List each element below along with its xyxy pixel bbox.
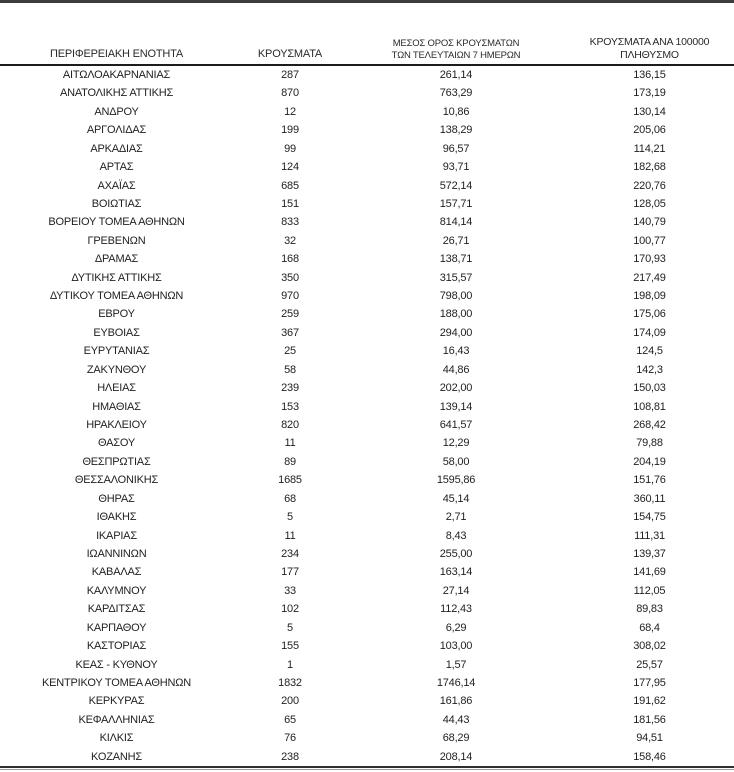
- avg-7-days-value: 161,86: [439, 695, 473, 708]
- cases-per-100k-value: 68,4: [639, 621, 660, 634]
- cases-per-100k-value: 79,88: [636, 437, 663, 450]
- avg-7-days-value: 58,00: [442, 455, 470, 468]
- cases-value: 5: [287, 511, 293, 524]
- avg-7-days-value: 1595,86: [436, 474, 476, 487]
- region-name: ΑΡΚΑΔΙΑΣ: [90, 142, 143, 155]
- cases-per-100k-value: 177,95: [633, 676, 666, 689]
- cases-value: 155: [281, 640, 299, 653]
- cases-value: 367: [281, 326, 299, 339]
- avg-7-days-value: 68,29: [442, 732, 470, 745]
- avg-7-days-value: 96,57: [442, 142, 470, 155]
- cases-value: 76: [284, 732, 296, 745]
- cases-per-100k-value: 175,06: [633, 308, 666, 321]
- table-row: [0, 600, 734, 618]
- cases-value: 1: [287, 658, 293, 671]
- cases-per-100k-value: 112,05: [633, 584, 666, 597]
- avg-7-days-value: 8,43: [445, 529, 467, 542]
- cases-per-100k-value: 142,3: [636, 363, 663, 376]
- table-row: [0, 453, 734, 471]
- cases-per-100k-value: 124,5: [636, 345, 663, 358]
- avg-7-days-value: 1,57: [445, 658, 467, 671]
- region-name: ΕΥΡΥΤΑΝΙΑΣ: [83, 345, 150, 358]
- table-row: [0, 232, 734, 250]
- region-name: ΕΥΒΟΙΑΣ: [93, 326, 140, 339]
- table-row: [0, 65, 734, 84]
- cases-value: 25: [284, 345, 296, 358]
- cases-per-100k-value: 154,75: [633, 511, 666, 524]
- cases-per-100k-value: 130,14: [633, 105, 666, 118]
- table-row: [0, 398, 734, 416]
- region-name: ΚΟΖΑΝΗΣ: [91, 750, 142, 763]
- cases-per-100k-value: 25,57: [636, 658, 663, 671]
- table-row: [0, 361, 734, 379]
- cases-value: 32: [284, 234, 296, 247]
- region-name: ΘΑΣΟΥ: [97, 437, 136, 450]
- cases-value: 11: [284, 437, 296, 450]
- avg-7-days-value: 157,71: [439, 197, 473, 210]
- region-name: ΑΝΑΤΟΛΙΚΗΣ ΑΤΤΙΚΗΣ: [59, 87, 174, 100]
- table-row: [0, 324, 734, 342]
- region-name: ΒΟΡΕΙΟΥ ΤΟΜΕΑ ΑΘΗΝΩΝ: [48, 216, 185, 229]
- table-row: [0, 748, 734, 766]
- cases-value: 1832: [278, 676, 302, 689]
- region-name: ΚΑΒΑΛΑΣ: [91, 566, 142, 579]
- avg-7-days-value: 139,14: [439, 400, 473, 413]
- cases-value: 168: [281, 253, 299, 266]
- cases-value: 89: [284, 455, 296, 468]
- table-row: [0, 490, 734, 508]
- avg-7-days-value: 208,14: [439, 750, 473, 763]
- header-avg-7-days: [347, 3, 565, 65]
- avg-7-days-value: 45,14: [442, 492, 470, 505]
- table-row: [0, 711, 734, 729]
- cases-value: 12: [284, 105, 296, 118]
- cases-value: 33: [284, 584, 296, 597]
- avg-7-days-value: 641,57: [439, 419, 473, 432]
- cases-per-100k-value: 140,79: [633, 216, 666, 229]
- table-row: [0, 471, 734, 489]
- region-name: ΕΒΡΟΥ: [98, 308, 135, 321]
- cases-value: 153: [281, 400, 299, 413]
- header-regional-unit-label: ΠΕΡΙΦΕΡΕΙΑΚΗ ΕΝΟΤΗΤΑ: [50, 48, 183, 60]
- region-name: ΖΑΚΥΝΘΟΥ: [86, 363, 147, 376]
- avg-7-days-value: 12,29: [442, 437, 470, 450]
- cases-per-100k-value: 111,31: [634, 529, 665, 542]
- table-row: [0, 637, 734, 655]
- avg-7-days-value: 763,29: [439, 87, 473, 100]
- table-row: [0, 656, 734, 674]
- bottom-rule-shadow: [0, 769, 734, 770]
- table-row: [0, 692, 734, 710]
- region-name: ΑΧΑΪΑΣ: [97, 179, 136, 192]
- header-cases-per-100k: [565, 3, 734, 65]
- cases-value: 5: [287, 621, 293, 634]
- table-row: [0, 269, 734, 287]
- region-name: ΚΕΑΣ - ΚΥΘΝΟΥ: [75, 658, 158, 671]
- table-row: [0, 563, 734, 581]
- region-name: ΙΚΑΡΙΑΣ: [96, 529, 137, 542]
- avg-7-days-value: 138,29: [439, 124, 473, 137]
- cases-per-100k-value: 150,03: [633, 382, 666, 395]
- table-row: [0, 84, 734, 102]
- header-cases-per-100k-line1: ΚΡΟΥΣΜΑΤΑ ΑΝΑ 100000: [589, 36, 710, 48]
- avg-7-days-value: 255,00: [439, 547, 473, 560]
- table-row: [0, 416, 734, 434]
- cases-value: 234: [281, 547, 299, 560]
- region-name: ΚΙΛΚΙΣ: [99, 732, 134, 745]
- table-row: [0, 434, 734, 452]
- cases-per-100k-value: 360,11: [633, 492, 666, 505]
- table-row: [0, 508, 734, 526]
- cases-per-100k-value: 114,21: [633, 142, 666, 155]
- cases-value: 870: [281, 87, 299, 100]
- table-row: [0, 195, 734, 213]
- cases-per-100k-value: 158,46: [633, 750, 666, 763]
- avg-7-days-value: 6,29: [445, 621, 467, 634]
- cases-per-100k-value: 108,81: [633, 400, 666, 413]
- region-name: ΙΘΑΚΗΣ: [96, 511, 137, 524]
- cases-per-100k-value: 136,15: [633, 69, 666, 81]
- cases-per-100k-value: 89,83: [636, 603, 663, 616]
- table-row: [0, 121, 734, 139]
- cases-per-100k-value: 141,69: [633, 566, 666, 579]
- cases-value: 65: [284, 713, 296, 726]
- cases-by-region-table: [0, 3, 734, 766]
- avg-7-days-value: 572,14: [439, 179, 473, 192]
- header-regional-unit: [0, 3, 233, 65]
- region-name: ΒΟΙΩΤΙΑΣ: [91, 197, 142, 210]
- cases-per-100k-value: 268,42: [633, 419, 666, 432]
- table-row: [0, 527, 734, 545]
- table-row: [0, 342, 734, 360]
- cases-per-100k-value: 220,76: [633, 179, 666, 192]
- region-name: ΚΑΛΥΜΝΟΥ: [86, 584, 147, 597]
- cases-per-100k-value: 217,49: [633, 271, 666, 284]
- cases-value: 58: [284, 363, 296, 376]
- table-row: [0, 287, 734, 305]
- header-cases: [233, 3, 347, 65]
- table-header-row: [0, 3, 734, 65]
- cases-value: 200: [281, 695, 299, 708]
- table-row: [0, 177, 734, 195]
- cases-value: 238: [281, 750, 299, 763]
- cases-per-100k-value: 205,06: [633, 124, 666, 137]
- table-body: [0, 65, 734, 766]
- cases-value: 259: [281, 308, 299, 321]
- avg-7-days-value: 10,86: [442, 105, 470, 118]
- avg-7-days-value: 103,00: [439, 640, 473, 653]
- avg-7-days-value: 26,71: [442, 234, 470, 247]
- cases-value: 102: [281, 603, 299, 616]
- avg-7-days-value: 27,14: [442, 584, 470, 597]
- cases-value: 287: [281, 69, 299, 81]
- region-name: ΙΩΑΝΝΙΝΩΝ: [86, 547, 147, 560]
- avg-7-days-value: 814,14: [439, 216, 473, 229]
- cases-per-100k-value: 100,77: [633, 234, 666, 247]
- cases-per-100k-value: 139,37: [633, 547, 666, 560]
- region-name: ΗΡΑΚΛΕΙΟΥ: [86, 419, 147, 432]
- cases-value: 820: [281, 419, 299, 432]
- cases-value: 124: [281, 161, 299, 174]
- cases-per-100k-value: 174,09: [633, 326, 666, 339]
- cases-value: 350: [281, 271, 299, 284]
- table-row: [0, 545, 734, 563]
- table-row: [0, 250, 734, 268]
- header-avg-7-days-line1: ΜΕΣΟΣ ΟΡΟΣ ΚΡΟΥΣΜΑΤΩΝ: [392, 38, 520, 49]
- region-name: ΑΙΤΩΛΟΑΚΑΡΝΑΝΙΑΣ: [62, 69, 171, 81]
- table-row: [0, 582, 734, 600]
- bottom-rule: [0, 766, 734, 768]
- cases-per-100k-value: 308,02: [633, 640, 666, 653]
- avg-7-days-value: 315,57: [439, 271, 473, 284]
- avg-7-days-value: 294,00: [439, 326, 473, 339]
- region-name: ΔΥΤΙΚΗΣ ΑΤΤΙΚΗΣ: [71, 271, 162, 284]
- region-name: ΓΡΕΒΕΝΩΝ: [87, 234, 146, 247]
- avg-7-days-value: 798,00: [439, 290, 473, 303]
- header-avg-7-days-line2: ΤΩΝ ΤΕΛΕΥΤΑΙΩΝ 7 ΗΜΕΡΩΝ: [391, 49, 521, 61]
- cases-value: 68: [284, 492, 296, 505]
- cases-value: 177: [281, 566, 299, 579]
- cases-value: 970: [281, 290, 299, 303]
- region-name: ΚΕΡΚΥΡΑΣ: [88, 695, 145, 708]
- avg-7-days-value: 44,86: [442, 363, 470, 376]
- region-name: ΗΜΑΘΙΑΣ: [92, 400, 141, 413]
- avg-7-days-value: 2,71: [445, 511, 467, 524]
- region-name: ΑΡΤΑΣ: [99, 161, 134, 174]
- cases-value: 199: [281, 124, 299, 137]
- region-name: ΘΕΣΣΑΛΟΝΙΚΗΣ: [74, 474, 159, 487]
- cases-per-100k-value: 204,19: [633, 455, 666, 468]
- avg-7-days-value: 138,71: [439, 253, 473, 266]
- region-name: ΚΑΣΤΟΡΙΑΣ: [86, 640, 147, 653]
- cases-per-100k-value: 128,05: [633, 197, 666, 210]
- table-row: [0, 619, 734, 637]
- avg-7-days-value: 16,43: [442, 345, 470, 358]
- region-name: ΘΕΣΠΡΩΤΙΑΣ: [82, 455, 151, 468]
- avg-7-days-value: 261,14: [439, 69, 473, 81]
- cases-value: 1685: [278, 474, 302, 487]
- region-name: ΚΕΦΑΛΛΗΝΙΑΣ: [78, 713, 155, 726]
- avg-7-days-value: 44,43: [442, 713, 470, 726]
- region-name: ΔΥΤΙΚΟΥ ΤΟΜΕΑ ΑΘΗΝΩΝ: [49, 290, 184, 303]
- table-header: [0, 3, 734, 65]
- region-name: ΑΝΔΡΟΥ: [94, 105, 139, 118]
- cases-value: 685: [281, 179, 299, 192]
- cases-per-100k-value: 173,19: [633, 87, 666, 100]
- region-name: ΚΕΝΤΡΙΚΟΥ ΤΟΜΕΑ ΑΘΗΝΩΝ: [42, 676, 191, 689]
- header-cases-label: ΚΡΟΥΣΜΑΤΑ: [257, 48, 323, 60]
- avg-7-days-value: 93,71: [442, 161, 470, 174]
- region-name: ΚΑΡΔΙΤΣΑΣ: [87, 603, 146, 616]
- cases-per-100k-value: 151,76: [633, 474, 666, 487]
- table-row: [0, 305, 734, 323]
- avg-7-days-value: 188,00: [439, 308, 473, 321]
- table-row: [0, 140, 734, 158]
- region-name: ΑΡΓΟΛΙΔΑΣ: [86, 124, 147, 137]
- table-row: [0, 213, 734, 231]
- region-name: ΗΛΕΙΑΣ: [97, 382, 136, 395]
- cases-value: 11: [284, 529, 296, 542]
- table-row: [0, 674, 734, 692]
- cases-per-100k-value: 181,56: [633, 713, 666, 726]
- cases-value: 99: [284, 142, 296, 155]
- cases-per-100k-value: 170,93: [633, 253, 666, 266]
- avg-7-days-value: 1746,14: [436, 676, 476, 689]
- table-row: [0, 729, 734, 747]
- region-name: ΔΡΑΜΑΣ: [94, 253, 139, 266]
- avg-7-days-value: 202,00: [439, 382, 473, 395]
- avg-7-days-value: 112,43: [440, 603, 472, 616]
- cases-value: 151: [281, 197, 299, 210]
- cases-value: 239: [281, 382, 299, 395]
- cases-per-100k-value: 182,68: [633, 161, 666, 174]
- cases-per-100k-value: 191,62: [633, 695, 666, 708]
- region-name: ΘΗΡΑΣ: [98, 492, 135, 505]
- table-row: [0, 103, 734, 121]
- cases-per-100k-value: 198,09: [633, 290, 666, 303]
- avg-7-days-value: 163,14: [439, 566, 473, 579]
- cases-per-100k-value: 94,51: [636, 732, 663, 745]
- table-row: [0, 379, 734, 397]
- cases-value: 833: [281, 216, 299, 229]
- region-name: ΚΑΡΠΑΘΟΥ: [86, 621, 147, 634]
- table-row: [0, 158, 734, 176]
- header-cases-per-100k-line2: ΠΛΗΘΥΣΜΟ: [620, 48, 679, 61]
